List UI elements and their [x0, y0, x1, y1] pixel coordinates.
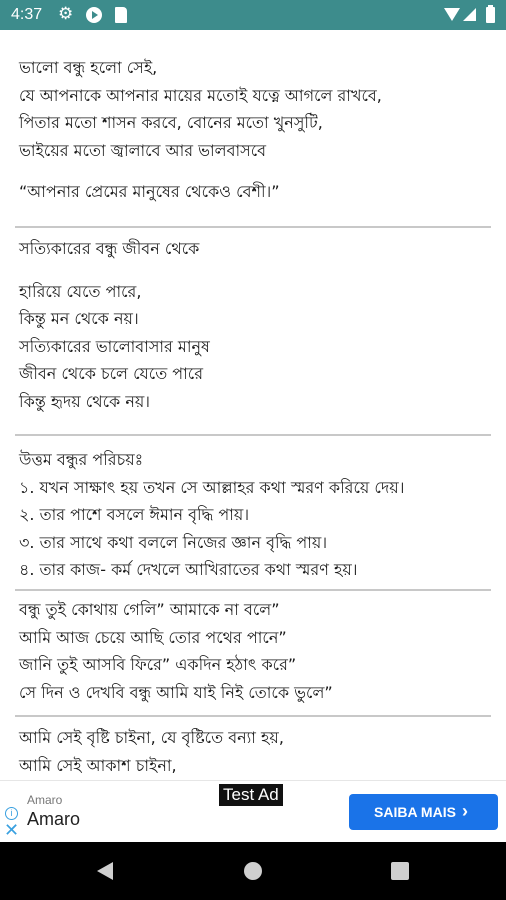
post-divider — [15, 715, 491, 717]
post-line: বন্ধু তুই কোথায় গেলি” আমাকে না বলে” — [19, 600, 280, 619]
ad-info-icon[interactable]: i — [5, 807, 18, 820]
ad-cta-label: SAIBA MAIS — [374, 804, 456, 820]
recents-icon[interactable] — [391, 862, 409, 880]
sd-card-icon — [115, 7, 127, 23]
ad-close-icon[interactable]: ✕ — [4, 820, 20, 840]
battery-icon — [486, 7, 495, 23]
ad-banner[interactable] — [0, 780, 506, 842]
post-line: কিন্তু হৃদয় থেকে নয়। — [19, 391, 151, 411]
system-nav-bar — [0, 842, 506, 900]
post-line: সে দিন ও দেখবি বন্ধু আমি যাই নিই তোকে ভুলে” — [19, 682, 333, 702]
gear-icon: ⚙ — [58, 4, 74, 24]
play-protect-icon — [86, 7, 102, 23]
post-line: আমি সেই আকাশ চাইনা, — [19, 755, 177, 775]
home-icon[interactable] — [244, 862, 262, 880]
post-line: ৩. তার সাথে কথা বললে নিজের জ্ঞান বৃদ্ধি পায়। — [19, 532, 328, 552]
post-card-3 — [19, 446, 491, 584]
post-card-2 — [19, 235, 491, 415]
post-line: ২. তার পাশে বসলে ঈমান বৃদ্ধি পায়। — [19, 505, 250, 524]
test-ad-badge: Test Ad — [219, 784, 283, 806]
post-line: যে আপনাকে আপনার মায়ের মতোই যত্নে আগলে রাখবে, — [19, 85, 382, 105]
post-line: কিন্তু মন থেকে নয়। — [19, 309, 139, 328]
post-heading: সত্যিকারের বন্ধু জীবন থেকে — [19, 239, 200, 258]
signal-icon — [463, 8, 476, 21]
status-bar — [0, 0, 506, 30]
post-divider — [15, 226, 491, 228]
post-card-1 — [19, 54, 491, 206]
post-line: আমি আজ চেয়ে আছি তোর পথের পানে” — [19, 627, 287, 647]
posts-list[interactable] — [0, 30, 506, 780]
post-line: ভালো বন্ধু হলো সেই, — [19, 58, 158, 77]
post-line: হারিয়ে যেতে পারে, — [19, 281, 142, 301]
post-line: জীবন থেকে চলে যেতে পারে — [19, 364, 204, 383]
post-line: উত্তম বন্ধুর পরিচয়ঃ — [19, 450, 144, 469]
post-divider — [15, 589, 491, 591]
post-line: জানি তুই আসবি ফিরে” একদিন হঠাৎ করে” — [19, 655, 297, 674]
post-line: ৪. তার কাজ- কর্ম দেখলে আখিরাতের কথা স্মরণ হয়। — [19, 560, 358, 579]
post-line: পিতার মতো শাসন করবে, বোনের মতো খুনসুটি, — [19, 113, 323, 132]
post-line: সত্যিকারের ভালোবাসার মানুষ — [19, 336, 210, 356]
post-line: ১. যখন সাক্ষাৎ হয় তখন সে আল্লাহর কথা স্মরণ করিয়ে দেয়। — [19, 477, 405, 497]
post-card-4 — [19, 596, 491, 706]
wifi-icon — [444, 8, 460, 21]
back-icon[interactable] — [97, 862, 113, 880]
post-quote: “আপনার প্রেমের মানুষের থেকেও বেশী।” — [19, 182, 280, 201]
post-line: আমি সেই বৃষ্টি চাইনা, যে বৃষ্টিতে বন্যা হয়, — [19, 728, 284, 747]
ad-advertiser-name[interactable]: Amaro — [27, 809, 81, 829]
chevron-right-icon: › — [462, 801, 468, 821]
ad-advertiser-small: Amaro — [27, 793, 63, 807]
post-divider — [15, 434, 491, 436]
status-time: 4:37 — [11, 6, 43, 23]
post-line: ভাইয়ের মতো জ্বালাবে আর ভালবাসবে — [19, 140, 267, 160]
post-card-5 — [19, 724, 491, 779]
ad-cta-button[interactable] — [349, 794, 498, 830]
